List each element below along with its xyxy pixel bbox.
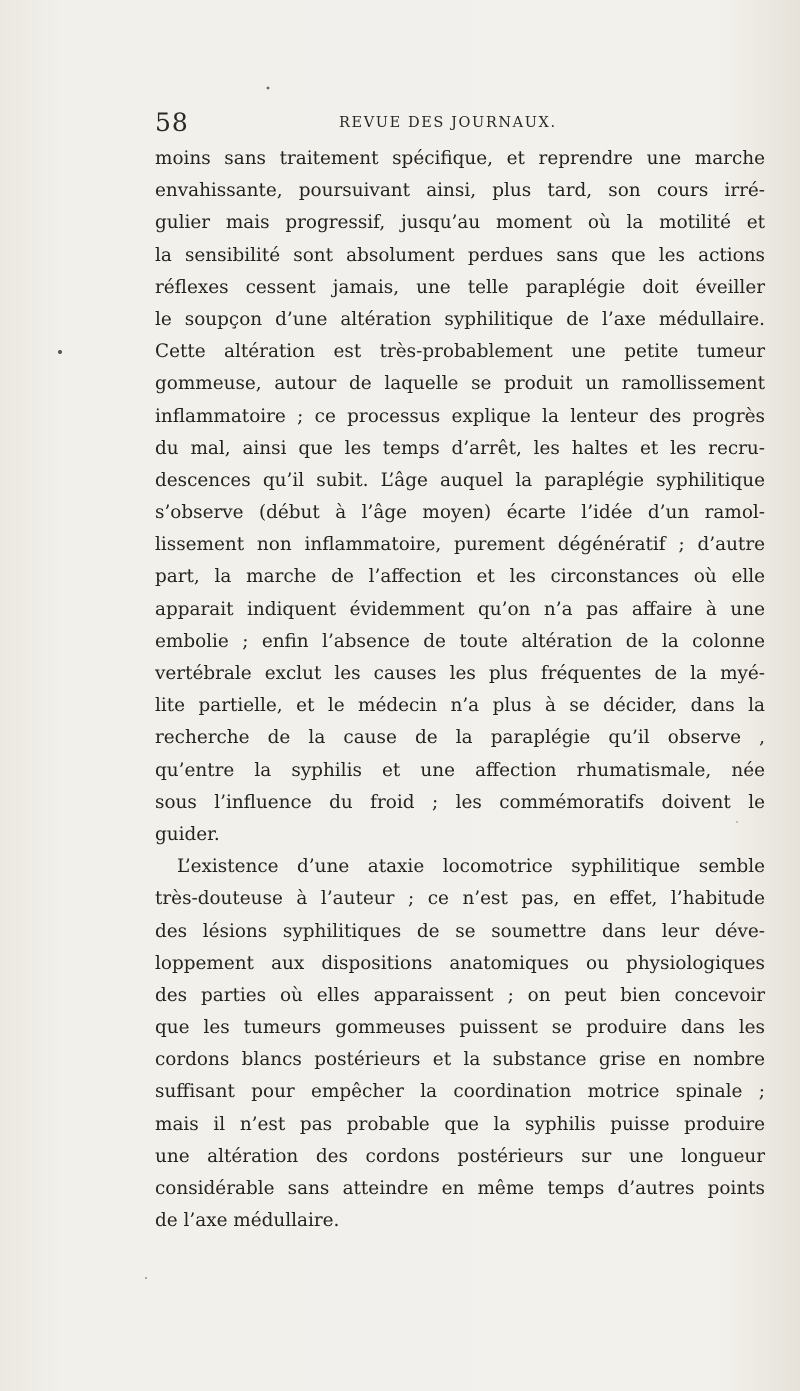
text-line: très-douteuse à l’auteur ; ce n’est pas, en effet, l’habitude: [155, 888, 765, 910]
text-line: le soupçon d’une altération syphilitique de l’axe médullaire.: [155, 308, 765, 330]
text-line: des parties où elles apparaissent ; on peut bien concevoir: [155, 984, 765, 1006]
text-line: embolie ; enfin l’absence de toute altération de la colonne: [155, 630, 765, 652]
text-line: de l’axe médullaire.: [155, 1210, 340, 1232]
text-line: s’observe (début à l’âge moyen) écarte l’idée d’un ramol-: [155, 502, 765, 524]
text-line: du mal, ainsi que les temps d’arrêt, les haltes et les recru-: [155, 437, 765, 459]
text-line: des lésions syphilitiques de se soumettre dans leur déve-: [155, 920, 765, 942]
text-line: sous l’influence du froid ; les commémoratifs doivent le: [155, 791, 765, 813]
paragraph-1: [155, 143, 765, 851]
text-line: L’existence d’une ataxie locomotrice syphilitique semble: [177, 856, 765, 878]
text-line: lite partielle, et le médecin n’a plus à se décider, dans la: [155, 695, 765, 717]
text-line: guider.: [155, 823, 220, 845]
text-line: Cette altération est très-probablement une petite tumeur: [155, 341, 765, 363]
page-header: [155, 108, 600, 142]
text-line: la sensibilité sont absolument perdues sans que les actions: [155, 244, 765, 266]
text-line: apparait indiquent évidemment qu’on n’a pas affaire à une: [155, 598, 765, 620]
body-text: [155, 143, 765, 1237]
text-line: que les tumeurs gommeuses puissent se produire dans les: [155, 1017, 765, 1039]
text-line: réflexes cessent jamais, une telle paraplégie doit éveiller: [155, 276, 765, 298]
text-line: une altération des cordons postérieurs sur une longueur: [155, 1145, 765, 1167]
running-title: REVUE DES JOURNAUX.: [339, 115, 557, 131]
text-line: part, la marche de l’affection et les circonstances où elle: [155, 566, 765, 588]
text-line: descences qu’il subit. L’âge auquel la paraplégie syphilitique: [155, 469, 765, 491]
text-line: suffisant pour empêcher la coordination motrice spinale ;: [155, 1081, 765, 1103]
text-line: cordons blancs postérieurs et la substance grise en nombre: [155, 1049, 765, 1071]
text-line: envahissante, poursuivant ainsi, plus tard, son cours irré-: [155, 180, 765, 202]
text-line: loppement aux dispositions anatomiques ou physiologiques: [155, 952, 765, 974]
text-line: inflammatoire ; ce processus explique la lenteur des progrès: [155, 405, 765, 427]
text-line: considérable sans atteindre en même temps d’autres points: [155, 1178, 765, 1199]
paragraph-2: [155, 851, 765, 1237]
text-line: qu’entre la syphilis et une affection rhumatismale, née: [155, 759, 765, 781]
text-line: recherche de la cause de la paraplégie qu’il observe ,: [155, 727, 765, 749]
text-line: moins sans traitement spécifique, et reprendre une marche: [155, 148, 765, 169]
text-line: gulier mais progressif, jusqu’au moment où la motilité et: [155, 212, 765, 234]
text-line: vertébrale exclut les causes les plus fréquentes de la myé-: [155, 663, 765, 684]
text-line: gommeuse, autour de laquelle se produit un ramollissement: [155, 373, 765, 395]
page-number: 58: [155, 108, 189, 137]
text-line: mais il n’est pas probable que la syphilis puisse produire: [155, 1113, 765, 1135]
text-line: lissement non inflammatoire, purement dégénératif ; d’autre: [155, 534, 765, 556]
